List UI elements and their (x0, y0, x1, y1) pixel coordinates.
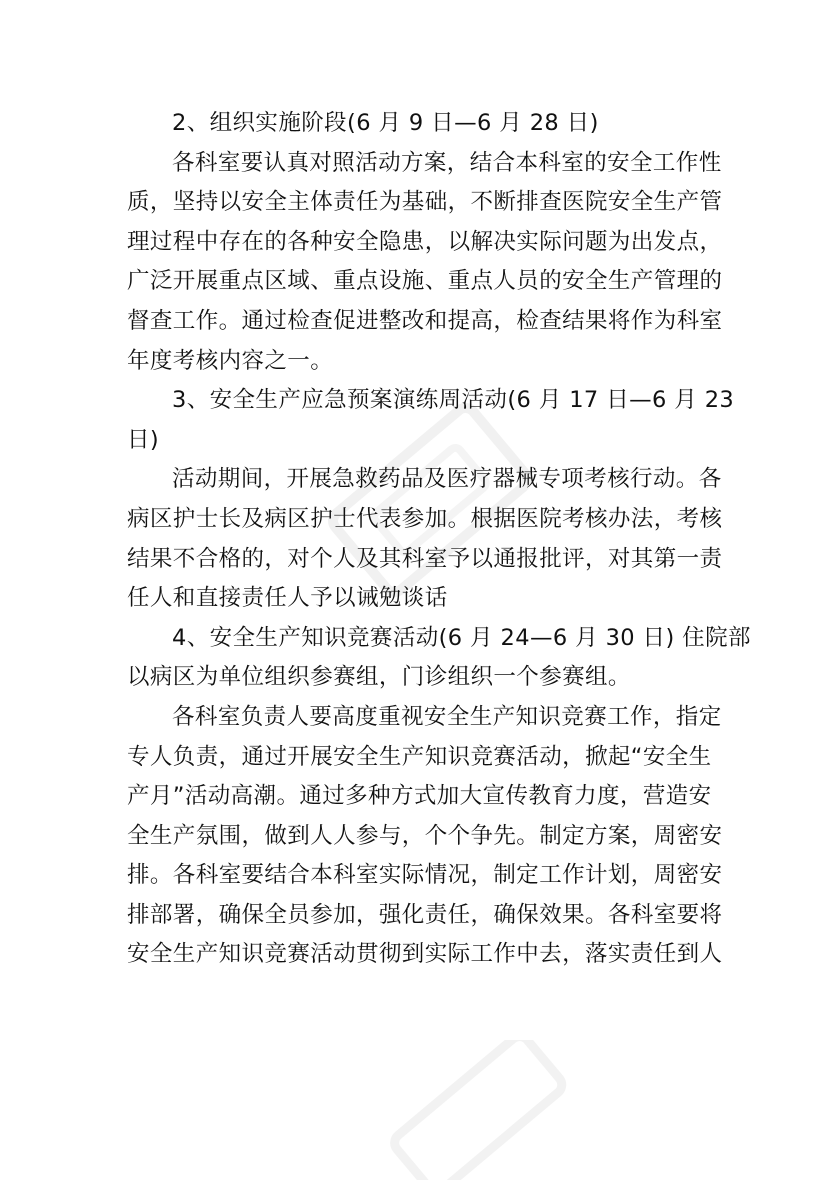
text-line: 安全生产知识竞赛活动贯彻到实际工作中去，落实责任到人 (127, 941, 723, 968)
text-line: 理过程中存在的各种安全隐患，以解决实际问题为出发点， (127, 228, 723, 255)
paragraph (127, 619, 751, 698)
text-line: 全生产氛围，做到人人参与，个个争先。制定方案，周密安 (127, 822, 723, 849)
text-line: 各科室负责人要高度重视安全生产知识竞赛工作，指定 (172, 703, 722, 730)
text-line: 产月”活动高潮。通过多种方式加大宣传教育力度，营造安 (127, 783, 712, 810)
text-line: 排。各科室要结合本科室实际情况，制定工作计划，周密安 (127, 862, 723, 889)
watermark-bottom (360, 1040, 590, 1180)
text-line: 广泛开展重点区域、重点设施、重点人员的安全生产管理的 (127, 268, 723, 295)
paragraph (127, 698, 723, 975)
paragraph (127, 144, 723, 382)
paragraph (127, 104, 707, 144)
text-line: 督查工作。通过检查促进整改和提高，检查结果将作为科室 (127, 307, 723, 334)
text-line: 任人和直接责任人予以诫勉谈话 (127, 585, 448, 612)
text-line: 以病区为单位组织参赛组，门诊组织一个参赛组。 (127, 664, 631, 691)
text-line: 病区护士长及病区护士代表参加。根据医院考核办法，考核 (127, 505, 723, 532)
paragraph (127, 381, 735, 460)
text-line: 结果不合格的，对个人及其科室予以通报批评，对其第一责 (127, 545, 723, 572)
paragraph (127, 460, 723, 618)
text-line: 排部署，确保全员参加，强化责任，确保效果。各科室要将 (127, 901, 723, 928)
text-line: 各科室要认真对照活动方案，结合本科室的安全工作性 (172, 149, 722, 176)
text-line: 质，坚持以安全主体责任为基础，不断排查医院安全生产管 (127, 189, 723, 216)
text-line: 专人负责，通过开展安全生产知识竞赛活动，掀起“安全生 (127, 743, 712, 770)
body-text (127, 104, 751, 975)
text-line: 年度考核内容之一。 (127, 347, 334, 374)
text-line: 活动期间，开展急救药品及医疗器械专项考核行动。各 (172, 466, 722, 493)
text-line: 日) (127, 426, 160, 453)
text-line: 4、安全生产知识竞赛活动(6 月 24—6 月 30 日) 住院部 (172, 624, 751, 651)
text-line: 2、组织实施阶段(6 月 9 日—6 月 28 日) (172, 110, 599, 136)
text-line: 3、安全生产应急预案演练周活动(6 月 17 日—6 月 23 (172, 387, 735, 414)
